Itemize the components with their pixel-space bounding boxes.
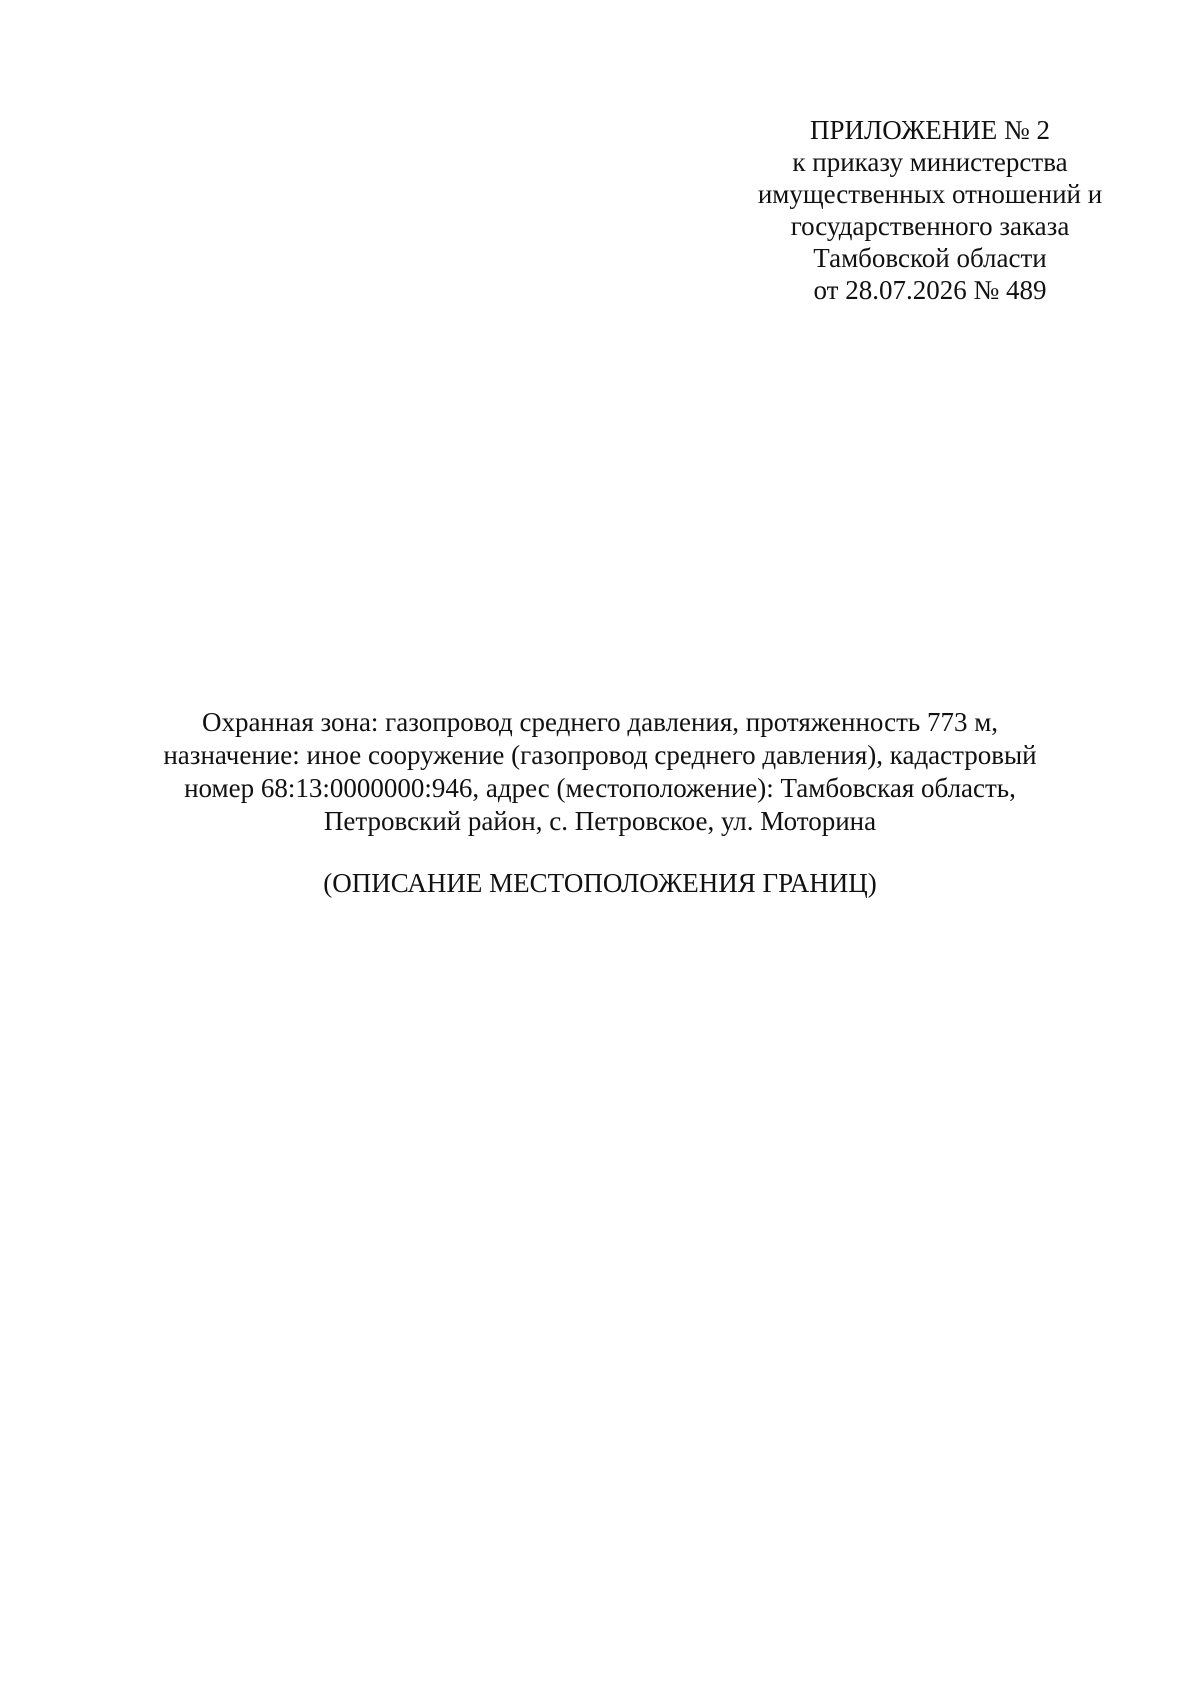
- appendix-line-region: Тамбовской области: [813, 243, 1047, 273]
- appendix-line-date-number: от 28.07.2026 № 489: [813, 275, 1047, 305]
- appendix-line-order: к приказу министерства: [792, 147, 1068, 177]
- appendix-line-ministry: имущественных отношений и: [757, 179, 1103, 209]
- zone-line-3: номер 68:13:0000000:946, адрес (местоположение): Тамбовская область,: [184, 773, 1016, 803]
- zone-line-1: Охранная зона: газопровод среднего давления, протяженность 773 м,: [201, 707, 999, 737]
- zone-line-2: назначение: иное сооружение (газопровод среднего давления), кадастровый: [163, 740, 1037, 770]
- appendix-title: ПРИЛОЖЕНИЕ № 2: [809, 115, 1051, 145]
- protection-zone-description: [150, 706, 1050, 838]
- appendix-line-state-order: государственного заказа: [790, 211, 1070, 241]
- appendix-header: [700, 114, 1160, 306]
- boundary-description-heading: (ОПИСАНИЕ МЕСТОПОЛОЖЕНИЯ ГРАНИЦ): [323, 868, 877, 898]
- zone-line-4: Петровский район, с. Петровское, ул. Моторина: [323, 806, 877, 836]
